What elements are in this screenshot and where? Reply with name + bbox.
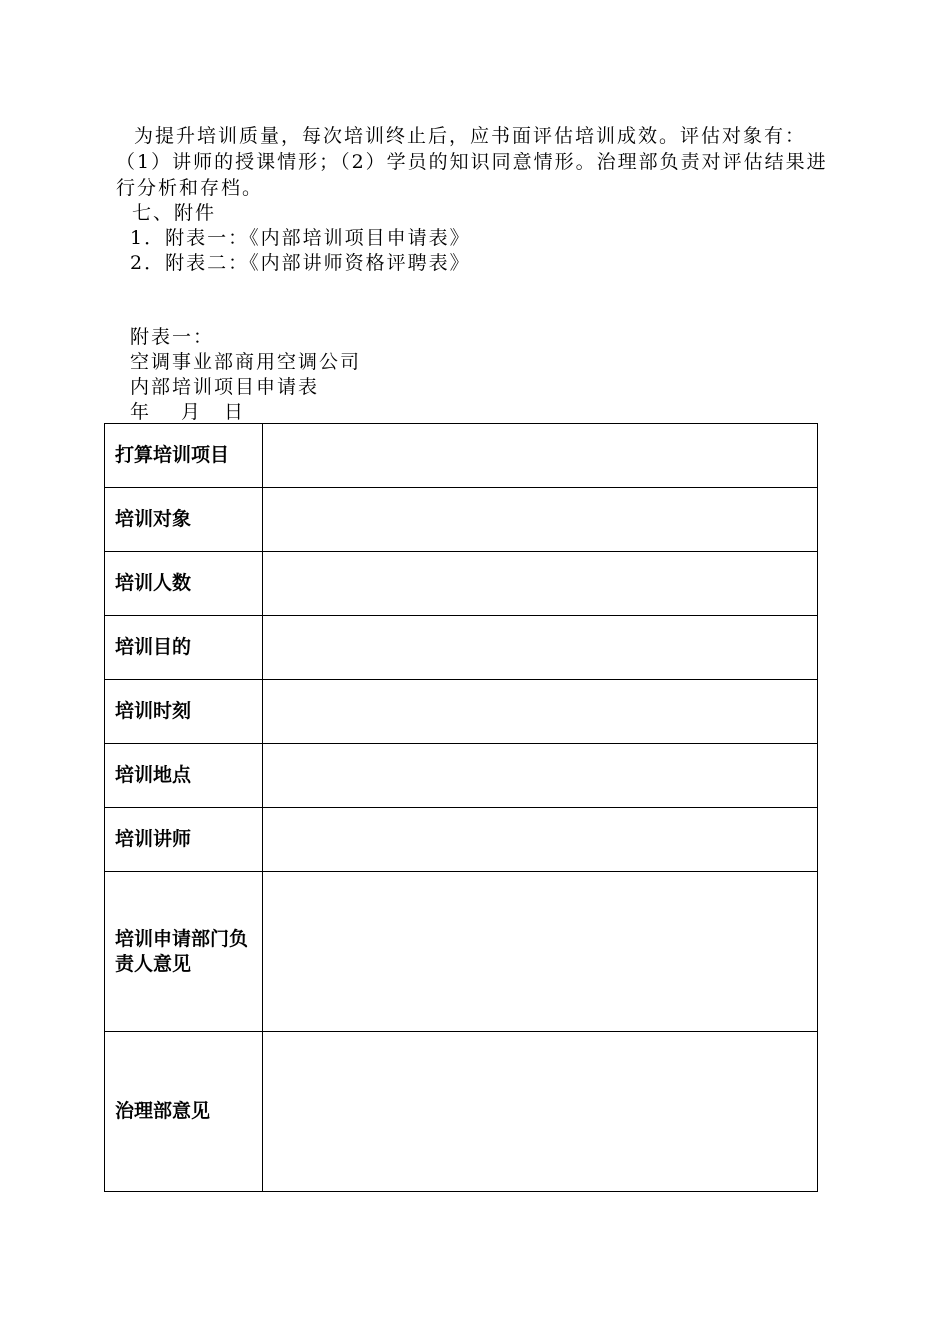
form-label-instructor: 培训讲师 [105,808,263,872]
form-label-location: 培训地点 [105,744,263,808]
form-row-time [105,680,818,744]
form-field-audience[interactable] [263,488,818,552]
form-field-admin-opinion[interactable] [263,1032,818,1192]
date-month-label: 月 [181,401,203,423]
form-label-time: 培训时刻 [105,680,263,744]
form-row-dept-opinion [105,872,818,1032]
form-field-project[interactable] [263,424,818,488]
form-field-headcount[interactable] [263,552,818,616]
form-field-dept-opinion[interactable] [263,872,818,1032]
form-label-audience: 培训对象 [105,488,263,552]
form-label-admin-opinion: 治理部意见 [105,1032,263,1192]
appendix-label: 附表一： [130,326,215,348]
application-form-table [104,423,818,1192]
form-row-headcount [105,552,818,616]
form-label-dept-opinion: 培训申请部门负责人意见 [105,872,263,1032]
form-label-headcount: 培训人数 [105,552,263,616]
form-row-instructor [105,808,818,872]
date-day-label: 日 [224,401,246,423]
date-line [130,399,245,425]
form-label-project: 打算培训项目 [105,424,263,488]
form-row-project [105,424,818,488]
form-field-location[interactable] [263,744,818,808]
attachment-item-2: 2．附表二：《内部讲师资格评聘表》 [130,252,471,274]
form-row-purpose [105,616,818,680]
attachment-item-1: 1．附表一：《内部培训项目申请表》 [130,227,471,249]
form-row-location [105,744,818,808]
section-heading: 七、附件 [132,202,217,224]
form-field-purpose[interactable] [263,616,818,680]
form-row-audience [105,488,818,552]
form-row-admin-opinion [105,1032,818,1192]
company-name: 空调事业部商用空调公司 [130,351,362,373]
form-label-purpose: 培训目的 [105,616,263,680]
intro-paragraph: 为提升培训质量，每次培训终止后，应书面评估培训成效。评估对象有：（1）讲师的授课情形；（2）学员的知识同意情形。治理部负责对评估结果进行分析和存档。 [116,125,828,199]
form-field-instructor[interactable] [263,808,818,872]
date-year-label: 年 [130,401,152,423]
form-field-time[interactable] [263,680,818,744]
form-title: 内部培训项目申请表 [130,376,320,398]
